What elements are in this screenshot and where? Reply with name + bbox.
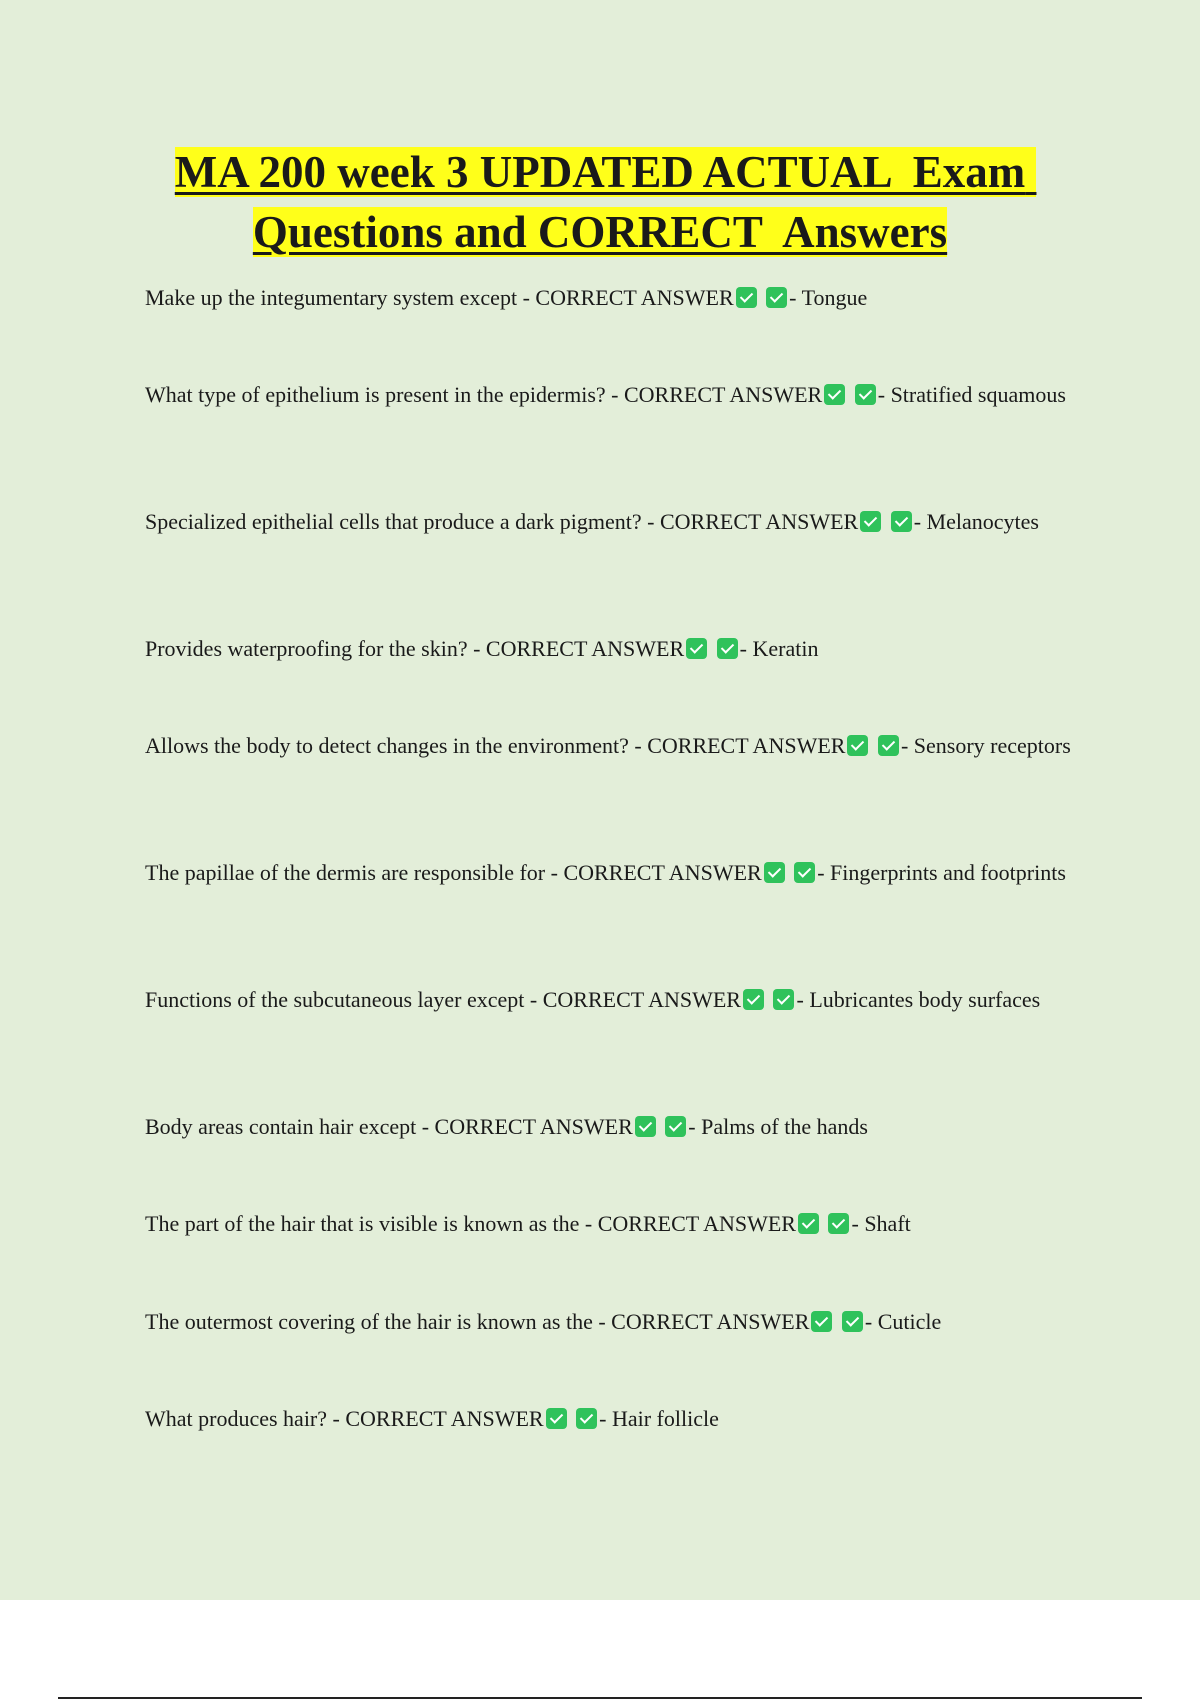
question-text: What produces hair? <box>145 1406 328 1431</box>
qa-item-5: Allows the body to detect changes in the environment? - CORRECT ANSWER - Sensory receptors <box>145 733 1071 758</box>
check-icon <box>665 1116 686 1137</box>
check-icon <box>847 735 868 756</box>
qa-item-8: Body areas contain hair except - CORRECT ANSWER - Palms of the hands <box>145 1114 868 1139</box>
answer-marker: CORRECT ANSWER <box>563 860 762 885</box>
footer-divider <box>58 1697 1142 1699</box>
answer-text: Melanocytes <box>926 509 1039 534</box>
question-text: Provides waterproofing for the skin? <box>145 636 468 661</box>
qa-item-4: Provides waterproofing for the skin? - CORRECT ANSWER - Keratin <box>145 636 819 661</box>
answer-marker: CORRECT ANSWER <box>623 382 823 407</box>
document-title-text: MA 200 week 3 UPDATED ACTUAL Exam Questions and CORRECT Answers <box>174 147 1037 257</box>
question-text: The outermost covering of the hair is known as the <box>145 1309 593 1334</box>
question-text: Allows the body to detect changes in the environment? <box>145 733 629 758</box>
answer-text: Sensory receptors <box>913 733 1071 758</box>
check-icon <box>686 638 707 659</box>
answer-marker: CORRECT ANSWER <box>485 636 685 661</box>
qa-item-3: Specialized epithelial cells that produce a dark pigment? - CORRECT ANSWER - Melanocytes <box>145 509 1039 534</box>
answer-text: Lubricantes body surfaces <box>809 987 1041 1012</box>
qa-item-7: Functions of the subcutaneous layer except - CORRECT ANSWER - Lubricantes body surfaces <box>145 987 1041 1012</box>
check-icon <box>736 287 757 308</box>
answer-text: Hair follicle <box>611 1406 719 1431</box>
qa-item-11: What produces hair? - CORRECT ANSWER - Hair follicle <box>145 1406 719 1431</box>
check-icon <box>828 1213 849 1234</box>
answer-text: Cuticle <box>877 1309 942 1334</box>
answer-marker: CORRECT ANSWER <box>611 1309 810 1334</box>
check-icon <box>811 1311 832 1332</box>
qa-item-2: What type of epithelium is present in the epidermis? - CORRECT ANSWER - Stratified squamous <box>145 382 1066 407</box>
check-icon <box>798 1213 819 1234</box>
check-icon <box>878 735 899 756</box>
question-text: What type of epithelium is present in the epidermis? <box>145 382 606 407</box>
answer-text: Tongue <box>801 285 868 310</box>
qa-item-6: The papillae of the dermis are responsible for - CORRECT ANSWER - Fingerprints and footprints <box>145 860 1066 885</box>
document-title <box>80 142 1120 262</box>
check-icon <box>855 384 876 405</box>
check-icon <box>635 1116 656 1137</box>
answer-marker: CORRECT ANSWER <box>647 733 846 758</box>
answer-text: Stratified squamous <box>890 382 1066 407</box>
question-text: The part of the hair that is visible is known as the <box>145 1211 580 1236</box>
answer-text: Shaft <box>864 1211 911 1236</box>
check-icon <box>773 989 794 1010</box>
question-text: Functions of the subcutaneous layer except <box>145 987 525 1012</box>
check-icon <box>546 1408 567 1429</box>
answer-text: Fingerprints and footprints <box>830 860 1066 885</box>
answer-marker: CORRECT ANSWER <box>434 1114 633 1139</box>
check-icon <box>860 511 881 532</box>
answer-marker: CORRECT ANSWER <box>597 1211 796 1236</box>
question-text: The papillae of the dermis are responsible for <box>145 860 546 885</box>
answer-marker: CORRECT ANSWER <box>345 1406 544 1431</box>
check-icon <box>824 384 845 405</box>
check-icon <box>717 638 738 659</box>
answer-text: Keratin <box>752 636 819 661</box>
question-text: Body areas contain hair except <box>145 1114 417 1139</box>
question-text: Make up the integumentary system except <box>145 285 518 310</box>
check-icon <box>794 862 815 883</box>
check-icon <box>766 287 787 308</box>
check-icon <box>743 989 764 1010</box>
check-icon <box>891 511 912 532</box>
check-icon <box>842 1311 863 1332</box>
answer-text: Palms of the hands <box>701 1114 868 1139</box>
answer-marker: CORRECT ANSWER <box>659 509 859 534</box>
question-text: Specialized epithelial cells that produce a dark pigment? <box>145 509 642 534</box>
qa-item-1: Make up the integumentary system except - CORRECT ANSWER - Tongue <box>145 285 868 310</box>
qa-item-10: The outermost covering of the hair is known as the - CORRECT ANSWER - Cuticle <box>145 1309 942 1334</box>
answer-marker: CORRECT ANSWER <box>542 987 741 1012</box>
qa-item-9: The part of the hair that is visible is known as the - CORRECT ANSWER - Shaft <box>145 1211 911 1236</box>
answer-marker: CORRECT ANSWER <box>535 285 734 310</box>
check-icon <box>764 862 785 883</box>
check-icon <box>576 1408 597 1429</box>
